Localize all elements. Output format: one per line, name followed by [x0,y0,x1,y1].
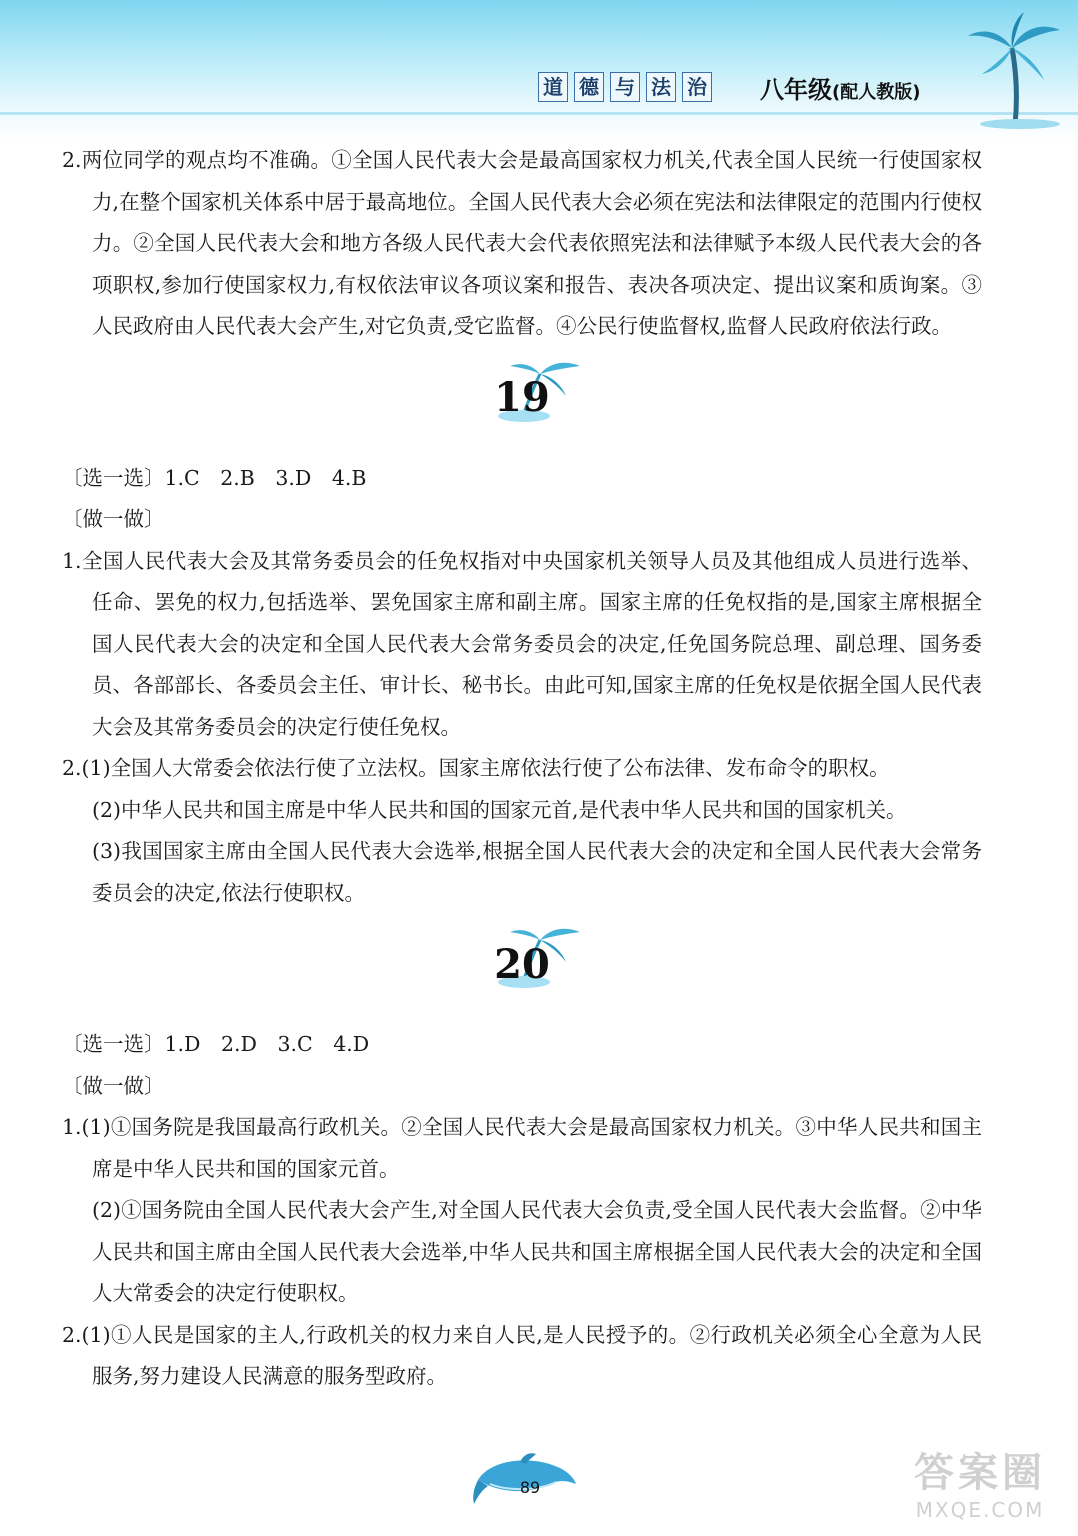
watermark-title: 答案圈 [914,1450,1046,1496]
header-divider [0,112,1078,115]
section-number: 20 [494,940,550,988]
watermark-logo [890,1448,1070,1536]
do-answer-2-1: 2.(1)①人民是国家的主人,行政机关的权力来自人民,是人民授予的。②行政机关必须全心全意为人民服务,努力建设人民满意的服务型政府。 [62,1322,982,1388]
subject-char: 道 [538,72,568,102]
do-answer-1-2: (2)①国务院由全国人民代表大会产生,对全国人民代表大会负责,受全国人民代表大会监督。②中华人民共和国主席由全国人民代表大会选举,中华人民共和国主席根据全国人民代表大会的决定和全国人大常委会的决定行使职权。 [92,1198,982,1305]
do-answer-2-2: (2)中华人民共和国主席是中华人民共和国的国家元首,是代表中华人民共和国的国家机关。 [92,797,907,822]
page-header [0,0,1078,140]
choose-answers: 〔选一选〕1.C 2.B 3.D 4.B [62,465,367,490]
edition-text: (配人教版) [832,82,921,103]
subject-char: 与 [610,72,640,102]
subject-char: 法 [646,72,676,102]
intro-answer-2: 2.两位同学的观点均不准确。①全国人民代表大会是最高国家权力机关,代表全国人民统一行使国家权力,在整个国家机关体系中居于最高地位。全国人民代表大会必须在宪法和法律限定的范围内行使权力。②全国人民代表大会和地方各级人民代表大会代表依照宪法和法律赋予本级人民代表大会的各项职权,参加行使国家权力,有权依法审议各项议案和报告、表决各项决定、提出议案和质询案。③人民政府由人民代表大会产生,对它负责,受它监督。④公民行使监督权,监督人民政府依法行政。 [62,148,982,338]
do-label: 〔做一做〕 [62,507,165,531]
section-heading-20 [62,914,982,1014]
do-answer-2-1: 2.(1)全国人大常委会依法行使了立法权。国家主席依法行使了公布法律、发布命令的职权。 [62,756,890,780]
subject-char: 治 [682,72,712,102]
section-heading-19 [62,348,982,448]
do-answer-2-3: (3)我国国家主席由全国人民代表大会选举,根据全国人民代表大会的决定和全国人民代表大会常务委员会的决定,依法行使职权。 [92,839,982,905]
grade-text: 八年级 [760,76,832,104]
choose-answers: 〔选一选〕1.D 2.D 3.C 4.D [62,1032,370,1056]
do-answer-1: 1.全国人民代表大会及其常务委员会的任免权指对中央国家机关领导人员及其他组成人员进行选举、任命、罢免的权力,包括选举、罢免国家主席和副主席。国家主席的任免权指的是,国家主席根据全国人民代表大会的决定和全国人民代表大会常务委员会的决定,任免国务院总理、副总理、国务委员、各部部长、各委员会主任、审计长、秘书长。由此可知,国家主席的任免权是依据全国人民代表大会及其常务委员会的决定行使任免权。 [62,548,982,739]
section-number: 19 [494,374,550,421]
grade-label [760,70,920,105]
do-answer-1-1: 1.(1)①国务院是我国最高行政机关。②全国人民代表大会是最高国家权力机关。③中华人民共和国主席是中华人民共和国的国家元首。 [62,1115,982,1181]
page-number: 89 [519,1478,541,1497]
subject-char: 德 [574,72,604,102]
do-label: 〔做一做〕 [62,1073,165,1098]
palm-tree-icon [960,10,1070,130]
watermark-url: MXQE.COM [915,1498,1045,1522]
subject-title [538,72,712,102]
answer-content [62,140,982,1398]
